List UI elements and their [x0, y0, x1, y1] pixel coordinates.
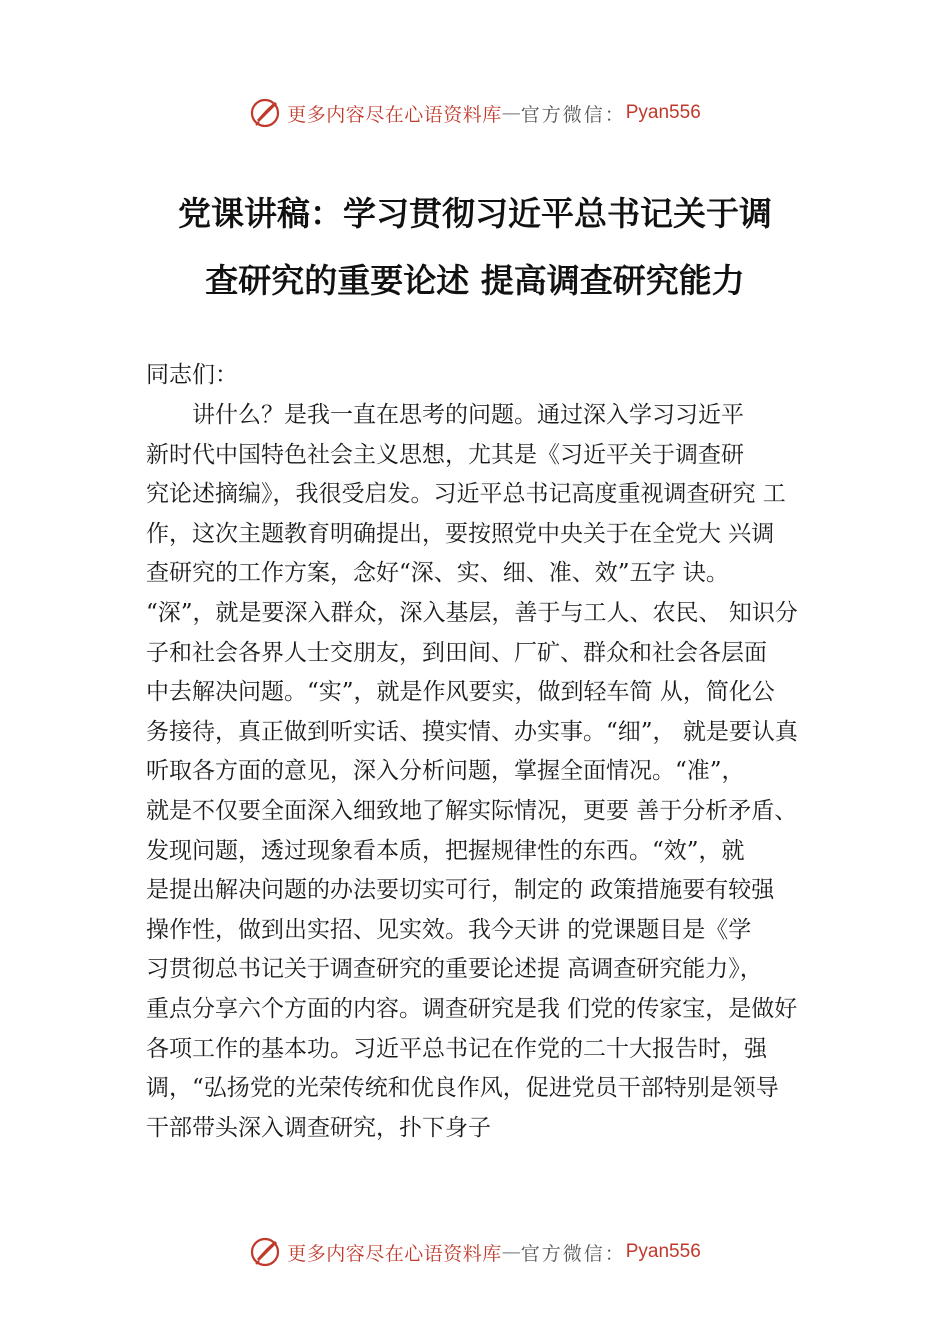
body-line: “深”，就是要深入群众，深入基层，善于与工人、农民、 知识分 — [146, 599, 798, 626]
body-line: 各项工作的基本功。习近平总书记在作党的二十大报告时，强 — [146, 1035, 767, 1062]
banner-official-label: 官方微信： — [520, 1242, 626, 1265]
body-line: 就是不仅要全面深入细致地了解实际情况，更要 善于分析矛盾、 — [146, 797, 798, 824]
body-line: 究论述摘编》，我很受启发。习近平总书记高度重视调查研究 工 — [146, 481, 786, 508]
pen-logo-icon — [249, 1235, 283, 1269]
body-line: 作，这次主题教育明确提出，要按照党中央关于在全党大 兴调 — [146, 520, 775, 547]
footer-banner — [0, 1232, 950, 1272]
body-line: 调，“弘扬党的光荣传统和优良作风，促进党员干部特别是领导 — [146, 1075, 779, 1102]
body-line: 操作性，做到出实招、见实效。我今天讲 的党课题目是《学 — [146, 916, 752, 943]
body-line: 讲什么？是我一直在思考的问题。通过深入学习习近平 — [146, 402, 744, 428]
body-line: 是提出解决问题的办法要切实可行，制定的 政策措施要有较强 — [146, 877, 775, 904]
pen-logo-icon — [249, 96, 283, 130]
banner-wechat-id: Pyan556 — [625, 1241, 701, 1262]
banner-dash: — — [501, 1241, 521, 1263]
body-line: 习贯彻总书记关于调查研究的重要论述提 高调查研究能力》， — [146, 956, 763, 983]
banner-wechat-id: Pyan556 — [625, 102, 701, 123]
salutation: 同志们： — [146, 362, 238, 388]
body-line: 新时代中国特色社会主义思想，尤其是《习近平关于调查研 — [146, 441, 744, 468]
body-line: 发现问题，透过现象看本质，把握规律性的东西。“效”，就 — [146, 837, 745, 864]
document-title-line-2: 查研究的重要论述 提高调查研究能力 — [205, 261, 745, 300]
banner-text: 更多内容尽在心语资料库 — [287, 103, 502, 126]
body-line: 中去解决问题。“实”，就是作风要实，做到轻车简 从，简化公 — [146, 679, 775, 706]
body-line: 听取各方面的意见，深入分析问题，掌握全面情况。“准”， — [146, 758, 745, 785]
header-banner — [0, 93, 950, 133]
body-line: 子和社会各界人士交朋友，到田间、厂矿、群众和社会各层面 — [146, 639, 767, 666]
body-line: 干部带头深入调查研究，扑下身子 — [146, 1114, 491, 1141]
body-line: 重点分享六个方面的内容。调查研究是我 们党的传家宝，是做好 — [146, 995, 798, 1022]
body-paragraph — [146, 396, 846, 1148]
banner-official-label: 官方微信： — [520, 103, 626, 126]
body-line: 查研究的工作方案，念好“深、实、细、准、效”五字 诀。 — [146, 560, 729, 587]
body-line: 务接待，真正做到听实话、摸实情、办实事。“细”， 就是要认真 — [146, 718, 798, 745]
banner-text: 更多内容尽在心语资料库 — [287, 1242, 502, 1265]
banner-dash: — — [501, 102, 521, 124]
document-title-line-1: 党课讲稿：学习贯彻习近平总书记关于调 — [178, 194, 772, 233]
